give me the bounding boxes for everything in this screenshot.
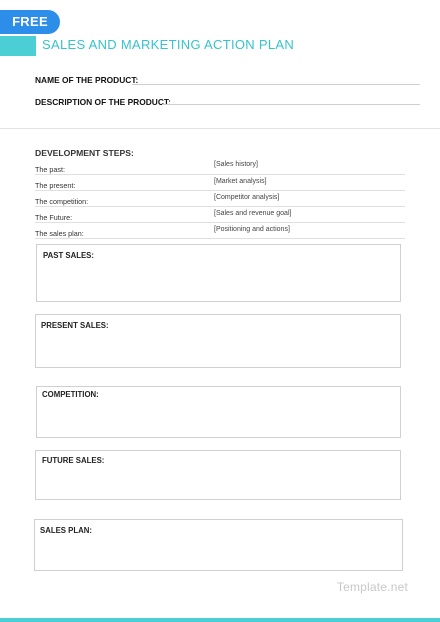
template-watermark: Template.net [336,580,408,594]
step-hint-competition: [Competitor analysis] [214,194,280,201]
product-name-line[interactable] [132,84,420,85]
sales-plan-label: SALES PLAN: [40,526,92,535]
step-label-sales-plan: The sales plan: [35,229,84,238]
development-steps-heading: DEVELOPMENT STEPS: [35,148,134,158]
step-hint-past: [Sales history] [214,161,258,168]
step-hint-present: [Market analysis] [214,178,267,185]
page-title: SALES AND MARKETING ACTION PLAN [42,37,295,52]
step-label-past: The past: [35,165,65,174]
step-label-future: The Future: [35,213,73,222]
step-line-past[interactable] [35,174,405,175]
title-accent-bar [0,36,36,56]
past-sales-label: PAST SALES: [43,251,94,260]
step-hint-sales-plan: [Positioning and actions] [214,226,290,233]
step-line-competition[interactable] [35,206,405,207]
product-name-label: NAME OF THE PRODUCT: [35,75,139,85]
future-sales-label: FUTURE SALES: [42,456,105,465]
competition-label: COMPETITION: [42,390,99,399]
product-description-line[interactable] [162,104,420,105]
step-hint-future: [Sales and revenue goal] [214,210,292,217]
present-sales-label: PRESENT SALES: [41,321,109,330]
step-line-sales-plan[interactable] [35,238,405,239]
product-description-label: DESCRIPTION OF THE PRODUCT: [35,97,171,107]
step-line-future[interactable] [35,222,405,223]
section-divider [0,128,440,129]
bottom-accent-bar [0,618,440,622]
free-badge[interactable]: FREE [0,10,60,34]
step-label-present: The present: [35,181,76,190]
step-line-present[interactable] [35,190,405,191]
step-label-competition: The competition: [35,197,89,206]
